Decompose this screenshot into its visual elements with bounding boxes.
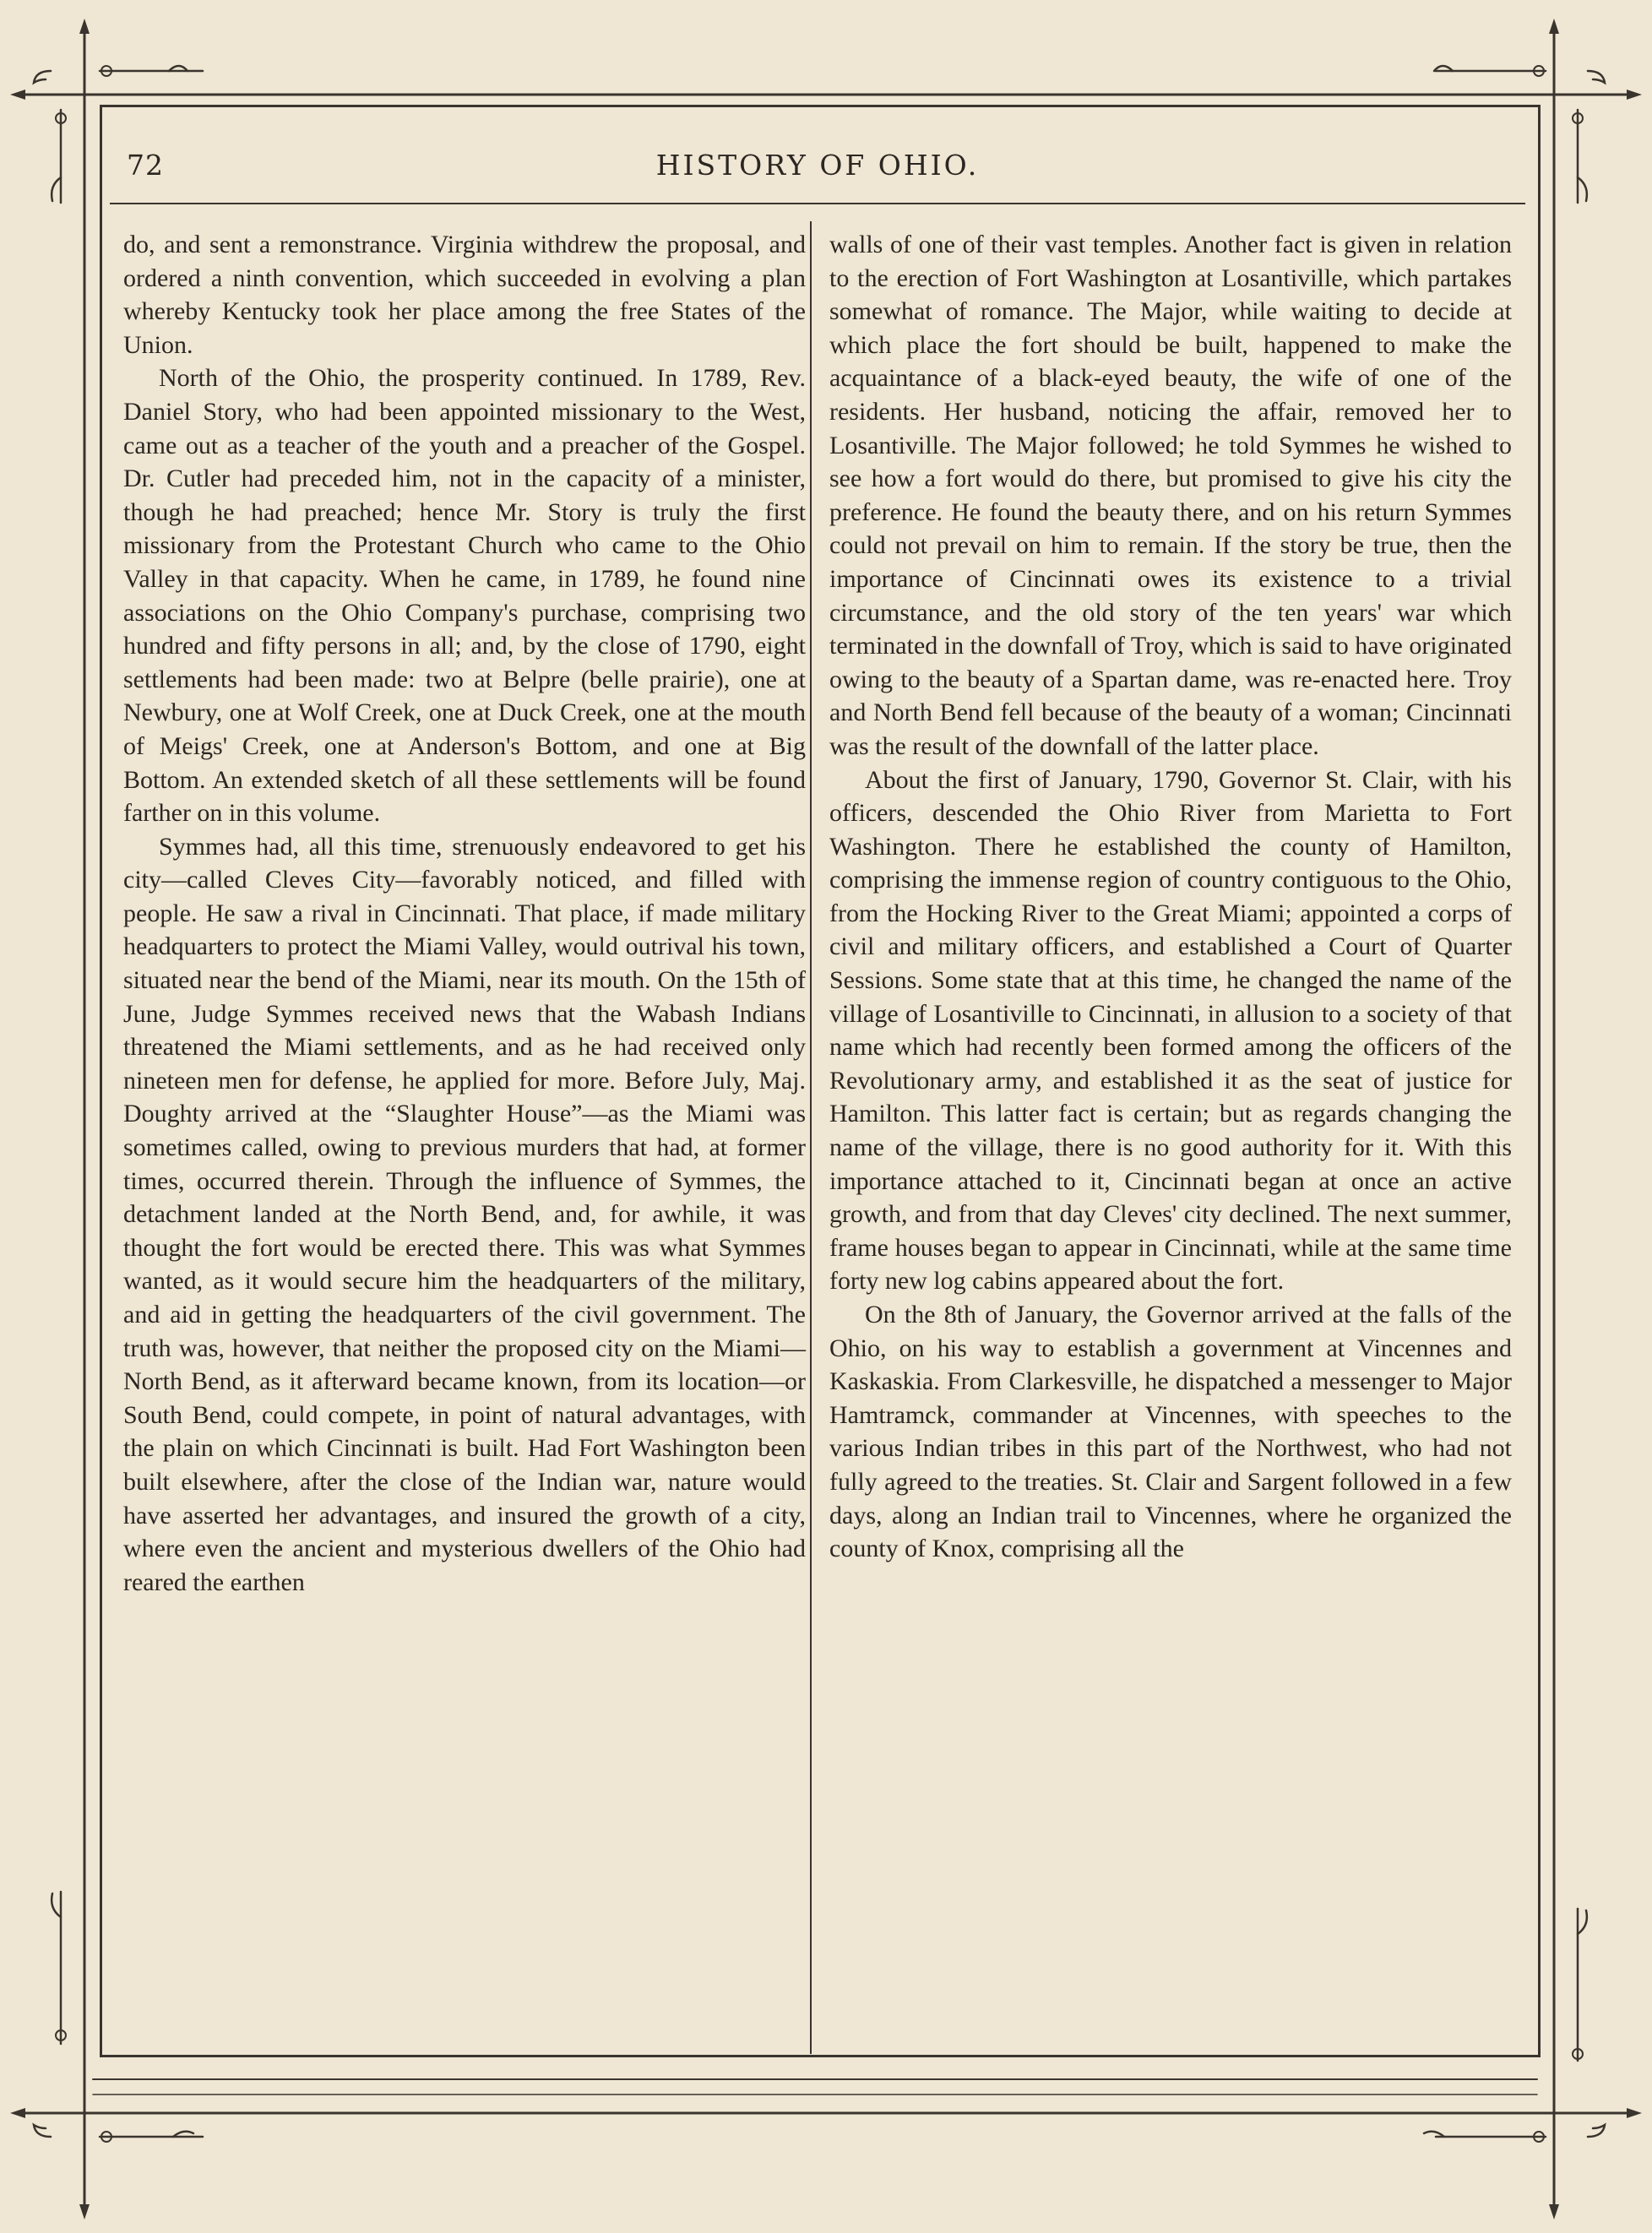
running-title: HISTORY OF OHIO. <box>655 149 980 182</box>
paragraph: On the 8th of January, the Governor arrived at the falls of the Ohio, on his way to establish a government at Vincennes and Kaskaskia. From Clarkesville, he dispatched a messenger to Major Hamtramck, commander at Vincennes, with speeches to the various Indian tribes in this part of the Northwest, who had not fully agreed to the treaties. St. Clair and Sargent followed in a few days, along an Indian trail to Vincennes, where he organized the county of Knox, comprising all the <box>829 1301 1512 1563</box>
paragraph: walls of one of their vast temples. Another fact is given in relation to the erection of Fort Washington at Losantiville, which partakes somewhat of romance. The Major, while waiting to decide at which place the fort should be built, happened to make the acquaintance of a black-eyed beauty, the wife of one of the residents. Her husband, noticing the affair, removed her to Losantiville. The Major followed; he told Symmes he wished to see how a fort would do there, but promised to give his city the preference. He found the beauty there, and on his return Symmes could not prevail on him to remain. If the story be true, then the importance of Cincinnati owes its existence to a trivial circumstance, and the old story of the ten years' war which terminated in the downfall of Troy, which is said to have originated owing to the beauty of a Spartan dame, was re-enacted here. Troy and North Bend fell because of the beauty of a woman; Cincinnati was the result of the downfall of the latter place. <box>829 231 1512 760</box>
page-header <box>110 149 1525 199</box>
page-number: 72 <box>127 149 164 182</box>
paragraph: do, and sent a remonstrance. Virginia withdrew the proposal, and ordered a ninth convention, which succeeded in evolving a plan whereby Kentucky took her place among the free States of the Union. <box>123 231 806 359</box>
paragraph: About the first of January, 1790, Governor St. Clair, with his officers, descended the Ohio River from Marietta to Fort Washington. There he established the county of Hamilton, comprising the immense region of country contiguous to the Ohio, from the Hocking River to the Great Miami; appointed a corps of civil and military officers, and established a Court of Quarter Sessions. Some state that at this time, he changed the name of the village of Losantiville to Cincinnati, in allusion to a society of that name which had recently been formed among the officers of the Revolutionary army, and established it as the seat of justice for Hamilton. This latter fact is certain; but as regards changing the name of the village, there is no good authority for it. With this importance attached to it, Cincinnati began at once an active growth, and from that day Cleves' city declined. The next summer, frame houses began to appear in Cincinnati, while at the same time forty new log cabins appeared about the fort. <box>829 765 1512 1296</box>
left-column <box>123 228 806 1599</box>
right-column <box>829 228 1512 1566</box>
header-rule <box>110 203 1525 204</box>
column-divider <box>810 221 812 2054</box>
paragraph: North of the Ohio, the prosperity continued. In 1789, Rev. Daniel Story, who had been appointed missionary to the West, came out as a teacher of the youth and a preacher of the Gospel. Dr. Cutler had preceded him, not in the capacity of a minister, though he had preached; hence Mr. Story is truly the first missionary from the Protestant Church who came to the Ohio Valley in that capacity. When he came, in 1789, he found nine associations on the Ohio Company's purchase, comprising two hundred and fifty persons in all; and, by the close of 1790, eight settlements had been made: two at Belpre (belle prairie), one at Newbury, one at Wolf Creek, one at Duck Creek, one at the mouth of Meigs' Creek, one at Anderson's Bottom, and one at Big Bottom. An extended sketch of all these settlements will be found farther on in this volume. <box>123 364 806 828</box>
paragraph: Symmes had, all this time, strenuously endeavored to get his city—called Cleves City—favorably noticed, and filled with people. He saw a rival in Cincinnati. That place, if made military headquarters to protect the Miami Valley, would outrival his town, situated near the bend of the Miami, near its mouth. On the 15th of June, Judge Symmes received news that the Wabash Indians threatened the Miami settlements, and as he had received only nineteen men for defense, he applied for more. Before July, Maj. Doughty arrived at the “Slaughter House”—as the Miami was sometimes called, owing to previous murders that had, at former times, occurred therein. Through the influence of Symmes, the detachment landed at the North Bend, and, for awhile, it was thought the fort would be erected there. This was what Symmes wanted, as it would secure him the headquarters of the military, and aid in getting the headquarters of the civil government. The truth was, however, that neither the proposed city on the Miami—North Bend, as it afterward became known, from its location—or South Bend, could compete, in point of natural advantages, with the plain on which Cincinnati is built. Had Fort Washington been built elsewhere, after the close of the Indian war, nature would have asserted her advantages, and insured the growth of a city, where even the ancient and mysterious dwellers of the Ohio had reared the earthen <box>123 832 806 1596</box>
